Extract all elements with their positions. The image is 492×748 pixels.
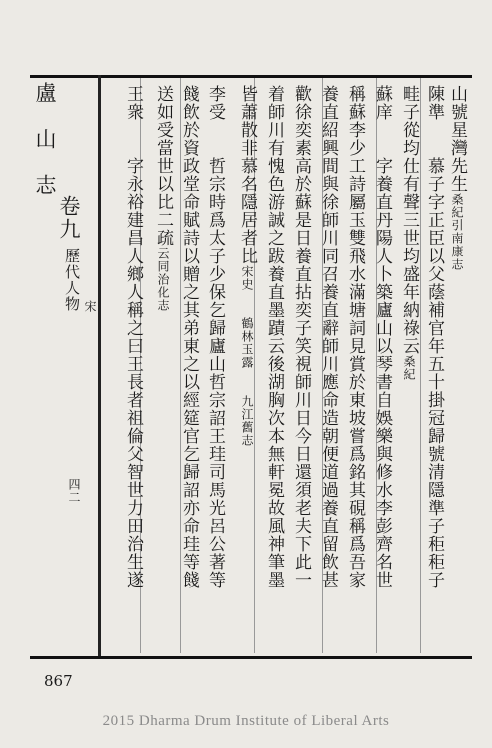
book-title: 盧 山 志 <box>33 82 57 197</box>
text-column: 着師川有愧色游誠之跋養直墨蹟云後湖胸次本無軒冕故風神筆墨 <box>264 85 284 589</box>
folio-number: 四二 <box>67 478 81 504</box>
text-column: 餞飲於資政堂命賦詩以贈之其弟東之以經筵官乞歸詔亦命珪等餞 <box>179 85 199 589</box>
column-rule <box>420 78 421 653</box>
section-label: 歷代人物 <box>63 248 81 312</box>
text-column: 送如受當世以比二疏云同治化志 <box>153 85 173 312</box>
dynasty-label: 宋 <box>83 300 97 313</box>
page-number: 867 <box>44 672 73 690</box>
text-column: 畦子從均仕有聲三世均盛年納祿云桑紀 <box>399 85 419 381</box>
watermark: 2015 Dharma Drum Institute of Liberal Arts <box>102 713 390 729</box>
text-column: 蘇庠 字養直丹陽人卜築廬山以琴書自娛樂與修水李彭齊名世 <box>372 85 392 589</box>
text-column: 陳準 慕子字正臣以父蔭補官年五十掛冠歸號清隱準子秬秬子 <box>424 85 444 589</box>
text-column: 歡徐奕素高於蘇是日養直拈奕子笑視師川日今日還須老夫下此一 <box>291 85 311 589</box>
volume-label: 卷九 <box>57 195 81 241</box>
text-column: 山號星灣先生桑紀引南康志 <box>447 85 467 271</box>
text-column: 養直紹興間與徐師川同召養直辭師川應命造朝便道過養直留飲甚 <box>318 85 338 589</box>
text-column: 王衆 字永裕建昌人鄉人稱之曰王長者祖倫父智世力田治生遂 <box>123 85 143 589</box>
text-column: 稱蘇李少工詩屬玉雙飛水滿塘詞見賞於東坡嘗爲銘其硯稱爲吾家 <box>345 85 365 589</box>
text-column: 皆蕭散非慕名隱居者比宋史 鶴林玉露 九江舊志 <box>237 85 257 447</box>
margin-divider <box>98 75 101 656</box>
text-column: 李受 哲宗時爲太子少保乞歸廬山哲宗詔王珪司馬光呂公著等 <box>205 85 225 589</box>
